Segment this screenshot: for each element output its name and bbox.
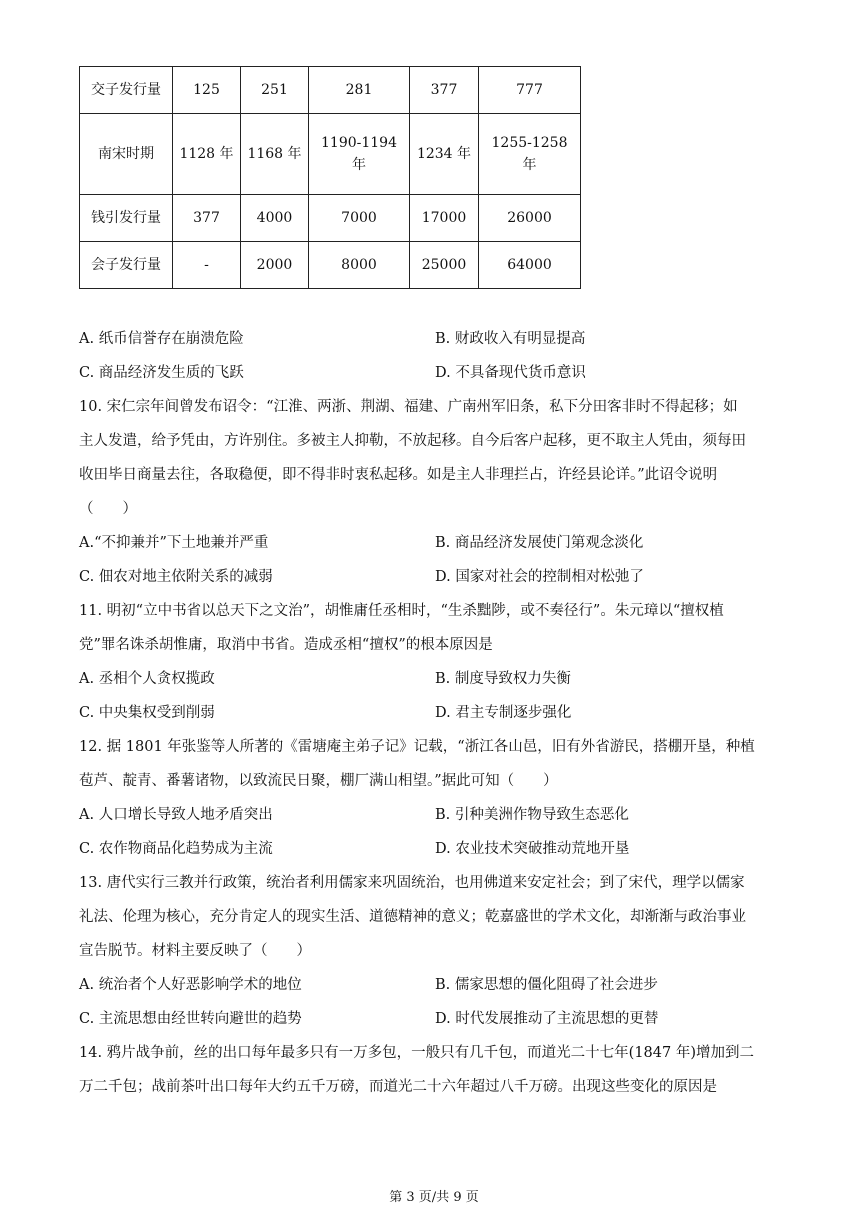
- table-cell: 377: [410, 67, 479, 114]
- table-row: [80, 195, 581, 242]
- q13-option-c[interactable]: C. 主流思想由经世转向避世的趋势: [79, 1011, 302, 1027]
- question-11: [79, 594, 789, 662]
- q13-option-b[interactable]: B. 儒家思想的僵化阻碍了社会进步: [435, 977, 658, 993]
- question-text-line: 11. 明初“立中书省以总天下之文治”，胡惟庸任丞相时，“生杀黜陟，或不奏径行”。朱元璋以“擅权植: [79, 603, 724, 619]
- table-cell: 26000: [479, 195, 581, 242]
- q11-option-c[interactable]: C. 中央集权受到削弱: [79, 705, 215, 721]
- question-text-line: 宣告脱节。材料主要反映了（ ）: [79, 943, 311, 959]
- q13-option-d[interactable]: D. 时代发展推动了主流思想的更替: [435, 1011, 659, 1027]
- q12-options-row-1: [79, 798, 789, 832]
- q13-option-a[interactable]: A. 统治者个人好恶影响学术的地位: [79, 977, 302, 993]
- q10-option-d[interactable]: D. 国家对社会的控制相对松弛了: [435, 569, 644, 585]
- table-cell: 4000: [241, 195, 309, 242]
- question-text-line: 收田毕日商量去往，各取稳便，即不得非时衷私起移。如是主人非理拦占，许经县论详。”此诏令说明: [79, 467, 718, 483]
- page-number: 第 3 页/共 9 页: [389, 1190, 479, 1205]
- q12-options-row-2: [79, 832, 789, 866]
- table-cell: 8000: [309, 242, 410, 289]
- q9-option-b[interactable]: B. 财政收入有明显提高: [435, 331, 586, 347]
- answer-blank: （ ）: [79, 501, 137, 517]
- table-cell: 交子发行量: [80, 67, 173, 114]
- question-text-line: 12. 据 1801 年张鉴等人所著的《雷塘庵主弟子记》记载，“浙江各山邑，旧有外省游民，搭棚开垦，种植: [79, 739, 755, 755]
- question-12: [79, 730, 789, 798]
- table-cell: 南宋时期: [80, 114, 173, 195]
- table-cell: 1234 年: [410, 114, 479, 195]
- table-row: [80, 242, 581, 289]
- table-cell: 17000: [410, 195, 479, 242]
- table-cell: 777: [479, 67, 581, 114]
- q11-options-row-1: [79, 662, 789, 696]
- question-text-line: 主人发遣，给予凭由，方许别住。多被主人抑勒，不放起移。自今后客户起移，更不取主人凭由，须每田: [79, 433, 746, 449]
- q11-option-b[interactable]: B. 制度导致权力失衡: [435, 671, 571, 687]
- q13-options-row-1: [79, 968, 789, 1002]
- table-cell: 钱引发行量: [80, 195, 173, 242]
- question-10: [79, 390, 789, 526]
- question-text-line: 10. 宋仁宗年间曾发布诏令：“江淮、两浙、荆湖、福建、广南州军旧条，私下分田客非时不得起移；如: [79, 399, 738, 415]
- table-cell: 1255-1258 年: [479, 114, 581, 195]
- table-cell: 64000: [479, 242, 581, 289]
- question-text-line: 万二千包；战前茶叶出口每年大约五千万磅，而道光二十六年超过八千万磅。出现这些变化的原因是: [79, 1079, 717, 1095]
- question-13: [79, 866, 789, 968]
- table-cell: 1128 年: [173, 114, 241, 195]
- table-cell: 1190-1194 年: [309, 114, 410, 195]
- q10-option-c[interactable]: C. 佃农对地主依附关系的减弱: [79, 569, 273, 585]
- table-row: [80, 67, 581, 114]
- table-cell: -: [173, 242, 241, 289]
- q11-option-a[interactable]: A. 丞相个人贪权揽政: [79, 671, 215, 687]
- question-text-line: 13. 唐代实行三教并行政策，统治者利用儒家来巩固统治，也用佛道来安定社会；到了宋代，理学以儒家: [79, 875, 745, 891]
- q10-options-row-2: [79, 560, 789, 594]
- q9-options-row-2: [79, 356, 789, 390]
- table-cell: 125: [173, 67, 241, 114]
- q12-option-c[interactable]: C. 农作物商品化趋势成为主流: [79, 841, 273, 857]
- q9-option-d[interactable]: D. 不具备现代货币意识: [435, 365, 586, 381]
- table-cell: 377: [173, 195, 241, 242]
- table-cell: 251: [241, 67, 309, 114]
- q12-option-a[interactable]: A. 人口增长导致人地矛盾突出: [79, 807, 273, 823]
- q10-option-a[interactable]: A.“不抑兼并”下土地兼并严重: [79, 535, 269, 551]
- q9-options-row-1: [79, 322, 789, 356]
- table-cell: 会子发行量: [80, 242, 173, 289]
- question-14: [79, 1036, 789, 1104]
- q11-options-row-2: [79, 696, 789, 730]
- question-text-line: 苞芦、靛青、番薯诸物，以致流民日聚，棚厂满山相望。”据此可知（ ）: [79, 773, 558, 789]
- q12-option-d[interactable]: D. 农业技术突破推动荒地开垦: [435, 841, 630, 857]
- q12-option-b[interactable]: B. 引种美洲作物导致生态恶化: [435, 807, 629, 823]
- table-cell: 25000: [410, 242, 479, 289]
- table-cell: 7000: [309, 195, 410, 242]
- q10-options-row-1: [79, 526, 789, 560]
- q11-option-d[interactable]: D. 君主专制逐步强化: [435, 705, 572, 721]
- table-cell: 2000: [241, 242, 309, 289]
- question-text-line: 礼法、伦理为核心，充分肯定人的现实生活、道德精神的意义；乾嘉盛世的学术文化，却渐渐与政治事业: [79, 909, 746, 925]
- table-cell: 1168 年: [241, 114, 309, 195]
- q9-option-c[interactable]: C. 商品经济发生质的飞跃: [79, 365, 244, 381]
- table-row: [80, 114, 581, 195]
- question-text-line: 14. 鸦片战争前，丝的出口每年最多只有一万多包，一般只有几千包，而道光二十七年(1847 年)增加到二: [79, 1045, 754, 1061]
- paper-money-issuance-table: [79, 66, 581, 289]
- q10-option-b[interactable]: B. 商品经济发展使门第观念淡化: [435, 535, 644, 551]
- q13-options-row-2: [79, 1002, 789, 1036]
- question-text-line: 党”罪名诛杀胡惟庸，取消中书省。造成丞相“擅权”的根本原因是: [79, 637, 493, 653]
- table-cell: 281: [309, 67, 410, 114]
- q9-option-a[interactable]: A. 纸币信誉存在崩溃危险: [79, 331, 244, 347]
